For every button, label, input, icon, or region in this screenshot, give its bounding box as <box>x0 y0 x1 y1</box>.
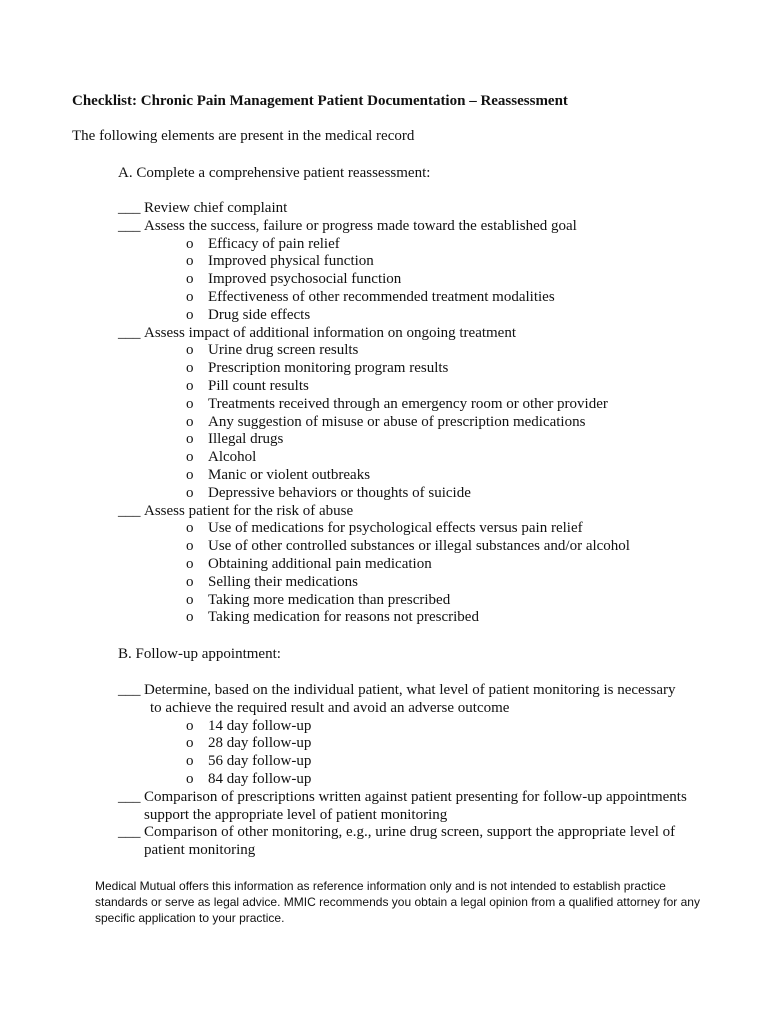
sub-item <box>118 360 738 378</box>
sub-item <box>118 307 738 325</box>
checklist-item[interactable] <box>118 682 738 718</box>
checkbox-blank[interactable]: ___ <box>118 502 141 519</box>
bullet-marker: o <box>186 484 194 501</box>
sub-item <box>118 609 738 627</box>
sub-item <box>118 271 738 289</box>
bullet-marker: o <box>186 520 194 537</box>
section-b-heading: B. Follow-up appointment: <box>118 646 281 662</box>
bullet-marker: o <box>186 288 194 305</box>
bullet-marker: o <box>186 395 194 412</box>
sub-item-text: Any suggestion of misuse or abuse of prescription medications <box>208 413 586 430</box>
checklist-item-continuation: to achieve the required result and avoid an adverse outcome <box>150 699 510 716</box>
sub-item-text: Taking medication for reasons not prescribed <box>208 609 479 626</box>
bullet-marker: o <box>186 271 194 288</box>
sub-item-text: Use of medications for psychological effects versus pain relief <box>208 520 583 537</box>
sub-item <box>118 449 738 467</box>
sub-item-text: Alcohol <box>208 449 257 466</box>
checklist-item[interactable] <box>118 325 738 343</box>
sub-item-text: Illegal drugs <box>208 431 284 448</box>
sub-item <box>118 556 738 574</box>
sub-item <box>118 574 738 592</box>
bullet-marker: o <box>186 538 194 555</box>
bullet-marker: o <box>186 609 194 626</box>
bullet-marker: o <box>186 591 194 608</box>
checkbox-blank[interactable]: ___ <box>118 682 141 698</box>
sub-item <box>118 342 738 360</box>
sub-item-text: 84 day follow-up <box>208 770 312 787</box>
checklist-item-text: Assess the success, failure or progress made toward the established goal <box>144 217 577 234</box>
bullet-marker: o <box>186 717 194 734</box>
sub-item-text: Prescription monitoring program results <box>208 360 449 377</box>
sub-item-text: Pill count results <box>208 377 309 394</box>
sub-item-text: Effectiveness of other recommended treatment modalities <box>208 288 555 305</box>
sub-item-text: 28 day follow-up <box>208 735 312 752</box>
checkbox-blank[interactable]: ___ <box>118 788 141 805</box>
bullet-marker: o <box>186 449 194 466</box>
sub-item-text: Obtaining additional pain medication <box>208 555 432 572</box>
checklist-item[interactable] <box>118 218 738 236</box>
checklist-item-text: Comparison of other monitoring, e.g., urine drug screen, support the appropriate level of <box>144 824 676 841</box>
checkbox-blank[interactable]: ___ <box>118 200 141 216</box>
sub-item <box>118 378 738 396</box>
sub-item-text: Selling their medications <box>208 573 358 590</box>
sub-item <box>118 485 738 503</box>
checkbox-blank[interactable]: ___ <box>118 217 141 234</box>
checklist-item[interactable] <box>118 503 738 521</box>
bullet-marker: o <box>186 753 194 770</box>
sub-item <box>118 236 738 254</box>
sub-item <box>118 718 738 736</box>
sub-item-text: Efficacy of pain relief <box>208 235 340 252</box>
sub-item-text: Drug side effects <box>208 306 311 323</box>
intro-text: The following elements are present in the medical record <box>72 128 415 144</box>
checklist-item-text: Assess patient for the risk of abuse <box>144 502 354 519</box>
sub-item <box>118 753 738 771</box>
sub-item-text: Urine drug screen results <box>208 342 359 359</box>
bullet-marker: o <box>186 466 194 483</box>
sub-item-text: Depressive behaviors or thoughts of suicide <box>208 484 471 501</box>
section-a-heading: A. Complete a comprehensive patient reassessment: <box>118 165 431 181</box>
checklist-item-text: Determine, based on the individual patient, what level of patient monitoring is necessary <box>144 682 676 698</box>
sub-item-text: Improved physical function <box>208 253 374 270</box>
sub-item <box>118 396 738 414</box>
sub-item <box>118 289 738 307</box>
sub-item <box>118 538 738 556</box>
bullet-marker: o <box>186 770 194 787</box>
checklist-item[interactable] <box>118 824 738 860</box>
checklist-item[interactable] <box>118 200 738 218</box>
sub-item-text: Improved psychosocial function <box>208 271 402 288</box>
page-title: Checklist: Chronic Pain Management Patient Documentation – Reassessment <box>72 93 568 109</box>
sub-item <box>118 771 738 789</box>
bullet-marker: o <box>186 377 194 394</box>
sub-item <box>118 431 738 449</box>
sub-item-text: Treatments received through an emergency room or other provider <box>208 395 608 412</box>
bullet-marker: o <box>186 431 194 448</box>
bullet-marker: o <box>186 360 194 377</box>
sub-item <box>118 414 738 432</box>
bullet-marker: o <box>186 555 194 572</box>
checklist-item-continuation: patient monitoring <box>144 842 256 859</box>
checkbox-blank[interactable]: ___ <box>118 324 141 341</box>
section-b-checklist <box>118 682 738 860</box>
sub-item <box>118 467 738 485</box>
checkbox-blank[interactable]: ___ <box>118 824 141 841</box>
checklist-item[interactable] <box>118 789 738 825</box>
sub-item <box>118 735 738 753</box>
bullet-marker: o <box>186 413 194 430</box>
sub-item <box>118 520 738 538</box>
bullet-marker: o <box>186 735 194 752</box>
sub-item-text: Manic or violent outbreaks <box>208 466 371 483</box>
checklist-item-text: Review chief complaint <box>144 200 288 216</box>
disclaimer-footer: Medical Mutual offers this information as reference information only and is not intended to establish practice standards or serve as legal advice. MMIC recommends you obtain a legal opinion from a qualified attorney for any specific application to your practice. <box>95 879 700 925</box>
bullet-marker: o <box>186 573 194 590</box>
checklist-item-continuation: support the appropriate level of patient monitoring <box>144 806 448 823</box>
sub-item-text: Taking more medication than prescribed <box>208 591 451 608</box>
section-a-checklist <box>118 200 738 627</box>
sub-item-text: 14 day follow-up <box>208 717 312 734</box>
sub-item-text: 56 day follow-up <box>208 753 312 770</box>
sub-item-text: Use of other controlled substances or illegal substances and/or alcohol <box>208 538 630 555</box>
bullet-marker: o <box>186 253 194 270</box>
checklist-item-text: Assess impact of additional information on ongoing treatment <box>144 324 517 341</box>
bullet-marker: o <box>186 342 194 359</box>
bullet-marker: o <box>186 306 194 323</box>
bullet-marker: o <box>186 235 194 252</box>
sub-item <box>118 253 738 271</box>
sub-item <box>118 592 738 610</box>
checklist-item-text: Comparison of prescriptions written against patient presenting for follow-up appointments <box>144 788 687 805</box>
